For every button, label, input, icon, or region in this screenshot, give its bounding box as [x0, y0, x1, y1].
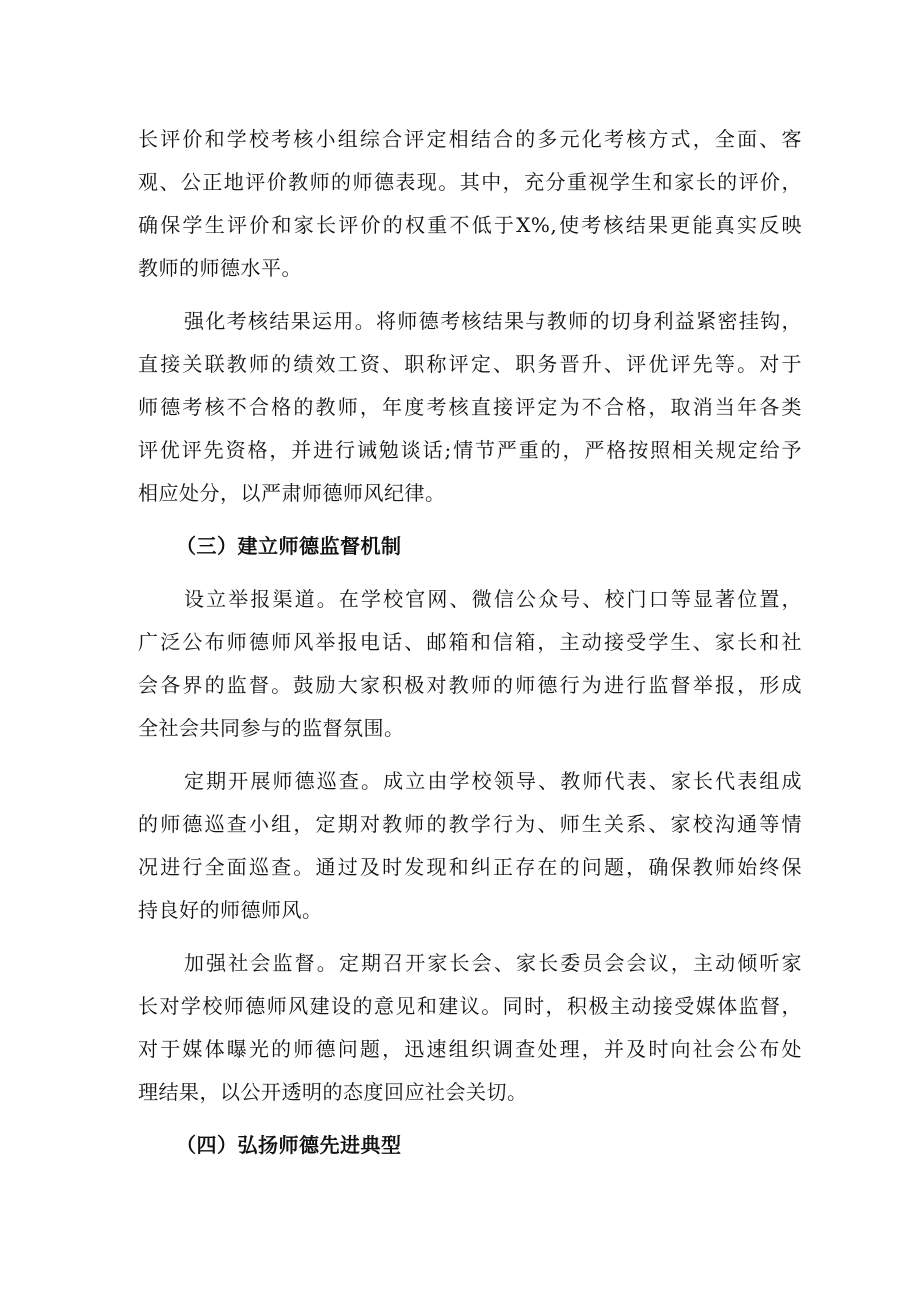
text-line: 对于媒体曝光的师德问题，迅速组织调查处理，并及时向社会公布处 — [138, 1037, 802, 1061]
text-line: 会各界的监督。鼓励大家积极对教师的师德行为进行监督举报，形成 — [138, 673, 802, 697]
text-line: 持良好的师德师风。 — [138, 898, 323, 922]
text-line: 的师德巡查小组，定期对教师的教学行为、师生关系、家校沟通等情 — [138, 812, 802, 836]
paragraph-result-application — [138, 300, 802, 515]
text-line: 评优评先资格，并进行诫勉谈话;情节严重的，严格按照相关规定给予 — [138, 438, 802, 462]
paragraph-inspection — [138, 760, 802, 932]
text-line: 长对学校师德师风建设的意见和建议。同时，积极主动接受媒体监督， — [138, 994, 802, 1018]
text-line: 设立举报渠道。在学校官网、微信公众号、校门口等显著位置， — [184, 587, 802, 611]
text-line: 直接关联教师的绩效工资、职称评定、职务晋升、评优评先等。对于 — [138, 352, 802, 376]
text-line: 况进行全面巡查。通过及时发现和纠正存在的问题，确保教师始终保 — [138, 855, 802, 879]
text-line: 定期开展师德巡查。成立由学校领导、教师代表、家长代表组成 — [184, 769, 802, 793]
text-line: 师德考核不合格的教师，年度考核直接评定为不合格，取消当年各类 — [138, 395, 802, 419]
text-line: 确保学生评价和家长评价的权重不低于X%,使考核结果更能真实反映 — [138, 213, 802, 237]
text-line: 强化考核结果运用。将师德考核结果与教师的切身利益紧密挂钩， — [184, 309, 802, 333]
text-line: 广泛公布师德师风举报电话、邮箱和信箱，主动接受学生、家长和社 — [138, 630, 802, 654]
paragraph-evaluation-method — [138, 118, 802, 290]
text-line: 全社会共同参与的监督氛围。 — [138, 716, 405, 740]
text-line: 教师的师德水平。 — [138, 256, 302, 280]
text-line: 加强社会监督。定期召开家长会、家长委员会会议，主动倾听家 — [184, 951, 802, 975]
text-line: 长评价和学校考核小组综合评定相结合的多元化考核方式，全面、客 — [138, 127, 802, 151]
paragraph-social-supervision — [138, 942, 802, 1114]
section-heading-3: （三）建立师德监督机制 — [176, 534, 402, 558]
text-line: 理结果，以公开透明的态度回应社会关切。 — [138, 1080, 528, 1104]
paragraph-report-channel — [138, 578, 802, 750]
text-line: 相应处分，以严肃师德师风纪律。 — [138, 481, 446, 505]
text-line: 观、公正地评价教师的师德表现。其中，充分重视学生和家长的评价， — [138, 170, 802, 194]
document-body — [138, 118, 802, 1167]
section-heading-4: （四）弘扬师德先进典型 — [176, 1133, 402, 1157]
